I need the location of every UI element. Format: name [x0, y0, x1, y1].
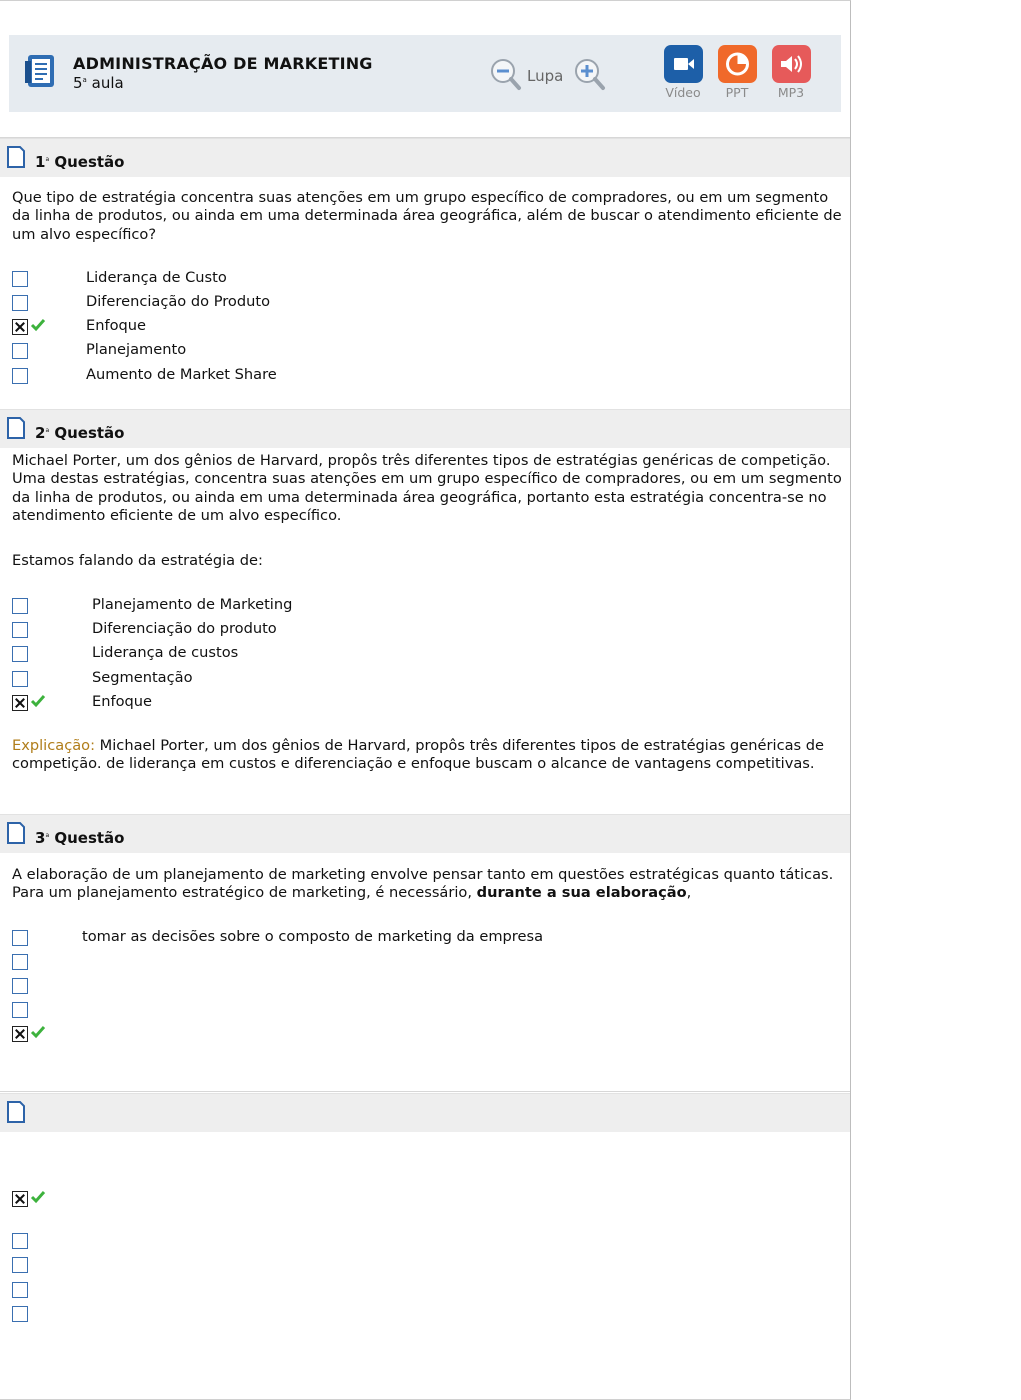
- correct-check-icon: [30, 1189, 46, 1205]
- lesson-label: [73, 74, 124, 92]
- option-label: Liderança de Custo: [86, 269, 227, 286]
- question-2-prompt: Estamos falando da estratégia de:: [12, 552, 263, 569]
- option-checkbox[interactable]: [12, 368, 28, 384]
- explanation-text: Michael Porter, um dos gênios de Harvard, propôs três diferentes tipos de estratégias genéricas de competição. de liderança em custos e diferenciação e enfoque buscam o alcance de vantagens competitivas.: [12, 737, 825, 773]
- question-1-text: Que tipo de estratégia concentra suas atenções em um grupo específico de compradores, ou em um segmento da linha de produtos, ou ainda em uma determinada área geográfica, além de buscar o atendimento eficiente de um alvo específico?: [12, 189, 842, 243]
- course-title: ADMINISTRAÇÃO DE MARKETING: [73, 54, 373, 73]
- option-checkbox[interactable]: [12, 1257, 28, 1273]
- correct-check-icon: [30, 693, 46, 709]
- question-2-text: Michael Porter, um dos gênios de Harvard, propôs três diferentes tipos de estratégias genéricas de competição. Uma destas estratégias, concentra suas atenções em um grupo específico de compradores, ou em um segmento da linha de produtos, ou ainda em uma determinada área geográfica, portanto esta estratégia concentra-se no atendimento eficiente de um alvo específico.: [12, 452, 842, 524]
- option-checkbox-checked[interactable]: [12, 1026, 28, 1042]
- mp3-button[interactable]: [771, 45, 811, 100]
- option-checkbox[interactable]: [12, 646, 28, 662]
- ppt-icon[interactable]: [718, 45, 757, 83]
- question-2-header: [0, 409, 850, 448]
- question-1-header: [0, 138, 850, 177]
- explanation-label: Explicação:: [12, 737, 96, 754]
- option-checkbox[interactable]: [12, 1233, 28, 1249]
- question-2-explanation: [12, 737, 842, 774]
- option-checkbox-checked[interactable]: [12, 1191, 28, 1207]
- option-label: Enfoque: [86, 317, 147, 334]
- course-header: [9, 35, 841, 112]
- option-checkbox[interactable]: [12, 954, 28, 970]
- option-checkbox[interactable]: [12, 343, 28, 359]
- lesson-word: aula: [91, 74, 124, 92]
- correct-check-icon: [30, 1024, 46, 1040]
- question-document-icon: [6, 416, 26, 440]
- question-2-title: 2$^a$ Questão: [35, 424, 125, 442]
- question-3-title: 3$^a$ Questão: [35, 829, 125, 847]
- question-document-icon: [6, 821, 26, 845]
- question-1-title: 1$^a$ Questão: [35, 153, 125, 171]
- course-document-icon: [24, 53, 58, 91]
- option-label: Aumento de Market Share: [86, 366, 277, 383]
- option-label: tomar as decisões sobre o composto de marketing da empresa: [82, 928, 544, 945]
- option-label: Liderança de custos: [92, 644, 239, 661]
- option-checkbox-checked[interactable]: [12, 319, 28, 335]
- question-3-header: [0, 814, 850, 853]
- option-checkbox[interactable]: [12, 978, 28, 994]
- question-4-header: [0, 1093, 850, 1132]
- divider: [0, 1091, 850, 1092]
- option-label: Planejamento: [86, 341, 187, 358]
- video-icon[interactable]: [664, 45, 703, 83]
- zoom-in-icon[interactable]: [573, 57, 607, 93]
- option-checkbox[interactable]: [12, 271, 28, 287]
- mp3-label: MP3: [777, 85, 805, 100]
- option-label: Diferenciação do produto: [92, 620, 277, 637]
- option-checkbox[interactable]: [12, 295, 28, 311]
- option-label: Segmentação: [92, 669, 193, 686]
- option-checkbox-checked[interactable]: [12, 695, 28, 711]
- correct-check-icon: [30, 317, 46, 333]
- question-document-icon: [6, 145, 26, 169]
- question-document-icon: [6, 1100, 26, 1124]
- option-label: Planejamento de Marketing: [92, 596, 293, 613]
- question-3-text: A elaboração de um planejamento de marketing envolve pensar tanto em questões estratégicas quanto táticas. Para um planejamento estratégico de marketing, é necessário, durante a sua elaboração,: [12, 866, 834, 902]
- option-checkbox[interactable]: [12, 1282, 28, 1298]
- option-checkbox[interactable]: [12, 598, 28, 614]
- option-checkbox[interactable]: [12, 930, 28, 946]
- zoom-out-icon[interactable]: [489, 57, 523, 93]
- video-label: Vídeo: [665, 85, 701, 100]
- option-checkbox[interactable]: [12, 671, 28, 687]
- ppt-label: PPT: [725, 85, 749, 100]
- option-checkbox[interactable]: [12, 622, 28, 638]
- option-checkbox[interactable]: [12, 1002, 28, 1018]
- zoom-label: Lupa: [527, 67, 564, 85]
- lesson-number: 5: [73, 74, 83, 92]
- option-checkbox[interactable]: [12, 1306, 28, 1322]
- video-button[interactable]: [663, 45, 703, 100]
- lesson-ordinal: a: [82, 76, 87, 84]
- option-label: Enfoque: [92, 693, 153, 710]
- question-3-emphasis: durante a sua elaboração: [476, 884, 687, 902]
- zoom-control: [489, 57, 609, 93]
- speaker-icon[interactable]: [772, 45, 811, 83]
- ppt-button[interactable]: [717, 45, 757, 100]
- option-label: Diferenciação do Produto: [86, 293, 271, 310]
